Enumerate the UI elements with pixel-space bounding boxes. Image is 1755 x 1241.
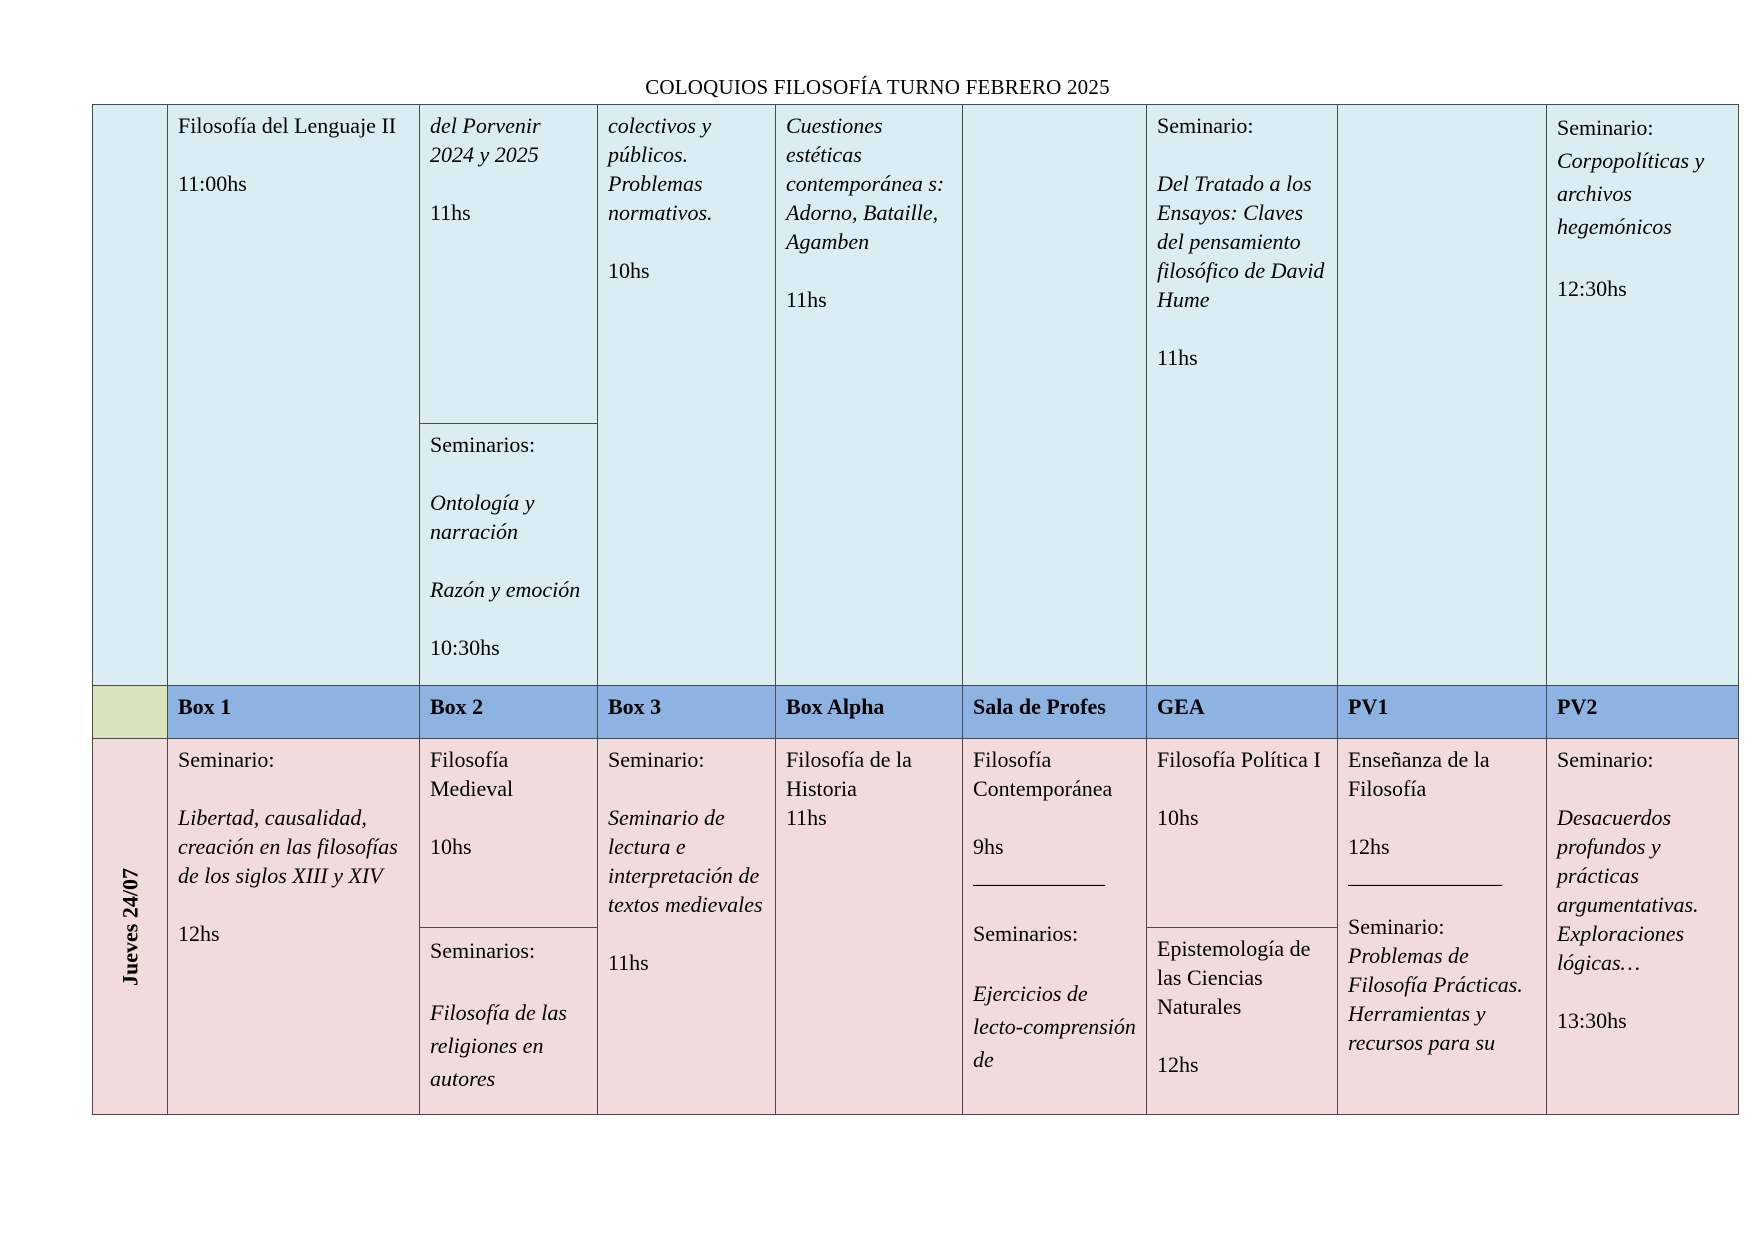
top-pv2-time: 12:30hs [1557,276,1627,301]
top-gea-cell [1146,104,1338,686]
day-label: Jueves 24/07 [117,867,143,986]
top-box2-upper-cell [419,104,598,424]
top-box3-cell [597,104,776,686]
bottom-box2-upper-subject: Filosofía Medieval [430,747,514,801]
header-sala-profes: Sala de Profes [962,685,1147,739]
top-box1-subject: Filosofía del Lenguaje II [178,113,397,138]
bottom-day-cell [92,738,168,1115]
top-box1-time: 11:00hs [178,171,247,196]
bottom-box-alpha-subject: Filosofía de la Historia [786,747,912,801]
header-box1: Box 1 [167,685,420,739]
top-box3-subject: colectivos y públicos. Problemas normativos. [608,113,713,225]
top-pv1-cell [1337,104,1547,686]
bottom-sala-profes-rule: ____________ [973,863,1105,888]
top-sala-profes-cell [962,104,1147,686]
bottom-sala-profes-cell [962,738,1147,1115]
bottom-sala-profes-time: 9hs [973,834,1004,859]
header-box-alpha: Box Alpha [775,685,963,739]
bottom-gea-lower-subject: Epistemología de las Ciencias Naturales [1157,936,1311,1019]
bottom-pv1-seminar: Problemas de Filosofía Prácticas. Herramientas y recursos para su [1348,943,1523,1055]
top-box2-lower-item2: Razón y emoción [430,577,581,602]
bottom-pv2-cell [1546,738,1739,1115]
top-box2-lower-cell [419,423,598,686]
top-pv2-subject: Corpopolíticas y archivos hegemónicos [1557,148,1705,239]
top-box-alpha-cell [775,104,963,686]
top-box1-cell [167,104,420,686]
top-box-alpha-time: 11hs [786,287,827,312]
header-box3: Box 3 [597,685,776,739]
bottom-pv2-time: 13:30hs [1557,1008,1627,1033]
bottom-box2-lower-cell [419,927,598,1115]
top-day-cell [92,104,168,686]
top-box2-lower-heading: Seminarios: [430,432,536,457]
bottom-box3-subject: Seminario de lectura e interpretación de textos medievales [608,805,763,917]
bottom-box-alpha-time: 11hs [786,805,827,830]
bottom-box-alpha-cell [775,738,963,1115]
header-corner-cell [92,685,168,739]
bottom-gea-upper-subject: Filosofía Política I [1157,747,1321,772]
bottom-gea-upper-cell [1146,738,1338,928]
header-pv1: PV1 [1337,685,1547,739]
bottom-sala-profes-heading: Seminarios: [973,921,1079,946]
bottom-gea-lower-time: 12hs [1157,1052,1199,1077]
bottom-sala-profes-seminar: Ejercicios de lecto-comprensión de [973,981,1136,1072]
bottom-pv1-time: 12hs [1348,834,1390,859]
bottom-box2-lower-subject: Filosofía de las religiones en autores [430,1000,567,1091]
header-pv2: PV2 [1546,685,1739,739]
bottom-box3-heading: Seminario: [608,747,705,772]
top-pv2-heading: Seminario: [1557,115,1654,140]
bottom-box1-cell [167,738,420,1115]
top-box2-lower-item1: Ontología y narración [430,490,535,544]
page-title: COLOQUIOS FILOSOFÍA TURNO FEBRERO 2025 [645,75,1110,99]
top-gea-heading: Seminario: [1157,113,1254,138]
bottom-pv1-cell [1337,738,1547,1115]
bottom-gea-upper-time: 10hs [1157,805,1199,830]
bottom-box1-subject: Libertad, causalidad, creación en las filosofías de los siglos XIII y XIV [178,805,398,888]
bottom-box2-upper-time: 10hs [430,834,472,859]
top-pv2-cell [1546,104,1739,686]
bottom-box3-cell [597,738,776,1115]
bottom-pv1-heading: Seminario: [1348,914,1445,939]
bottom-pv2-heading: Seminario: [1557,747,1654,772]
bottom-box1-heading: Seminario: [178,747,275,772]
top-box2-lower-time: 10:30hs [430,635,500,660]
bottom-sala-profes-subject: Filosofía Contemporánea [973,747,1113,801]
bottom-box2-upper-cell [419,738,598,928]
bottom-pv1-subject: Enseñanza de la Filosofía [1348,747,1490,801]
top-box2-upper-time: 11hs [430,200,471,225]
bottom-pv1-rule: ______________ [1348,863,1502,888]
bottom-box1-time: 12hs [178,921,220,946]
header-box2: Box 2 [419,685,598,739]
top-box-alpha-subject: Cuestiones estéticas contemporánea s: Adorno, Bataille, Agamben [786,113,945,254]
bottom-box2-lower-heading: Seminarios: [430,938,536,963]
top-gea-subject: Del Tratado a los Ensayos: Claves del pensamiento filosófico de David Hume [1157,171,1325,312]
top-box3-time: 10hs [608,258,650,283]
bottom-box3-time: 11hs [608,950,649,975]
top-gea-time: 11hs [1157,345,1198,370]
bottom-gea-lower-cell [1146,927,1338,1115]
header-gea: GEA [1146,685,1338,739]
top-box2-upper-subject: del Porvenir 2024 y 2025 [430,113,541,167]
bottom-pv2-subject: Desacuerdos profundos y prácticas argumentativas. Exploraciones lógicas… [1557,805,1699,975]
